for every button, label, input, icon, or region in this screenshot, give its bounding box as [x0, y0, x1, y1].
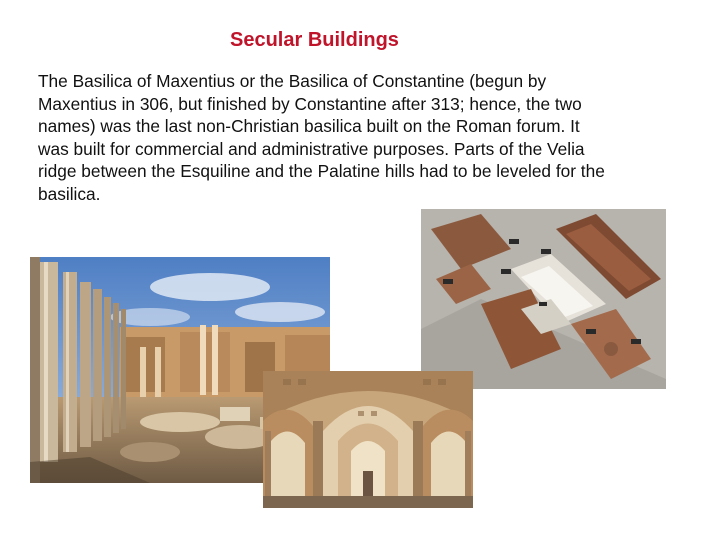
body-line: was built for commercial and administrative purposes. Parts of the Velia — [38, 138, 585, 159]
body-line: names) was the last non-Christian basilica built on the Roman forum. It — [38, 116, 580, 136]
body-line: ridge between the Esquiline and the Palatine hills had to be leveled for the — [38, 161, 605, 181]
body-line: The Basilica of Maxentius or the Basilica of Constantine (begun by — [38, 71, 547, 91]
basilica-interior-reconstruction — [263, 371, 473, 508]
basilica-plan-model — [421, 209, 666, 389]
slide-body-text — [38, 70, 708, 205]
slide-title: Secular Buildings — [230, 29, 399, 51]
body-line: Maxentius in 306, but finished by Constantine after 313; hence, the two — [38, 93, 582, 114]
body-line: basilica. — [38, 183, 101, 204]
